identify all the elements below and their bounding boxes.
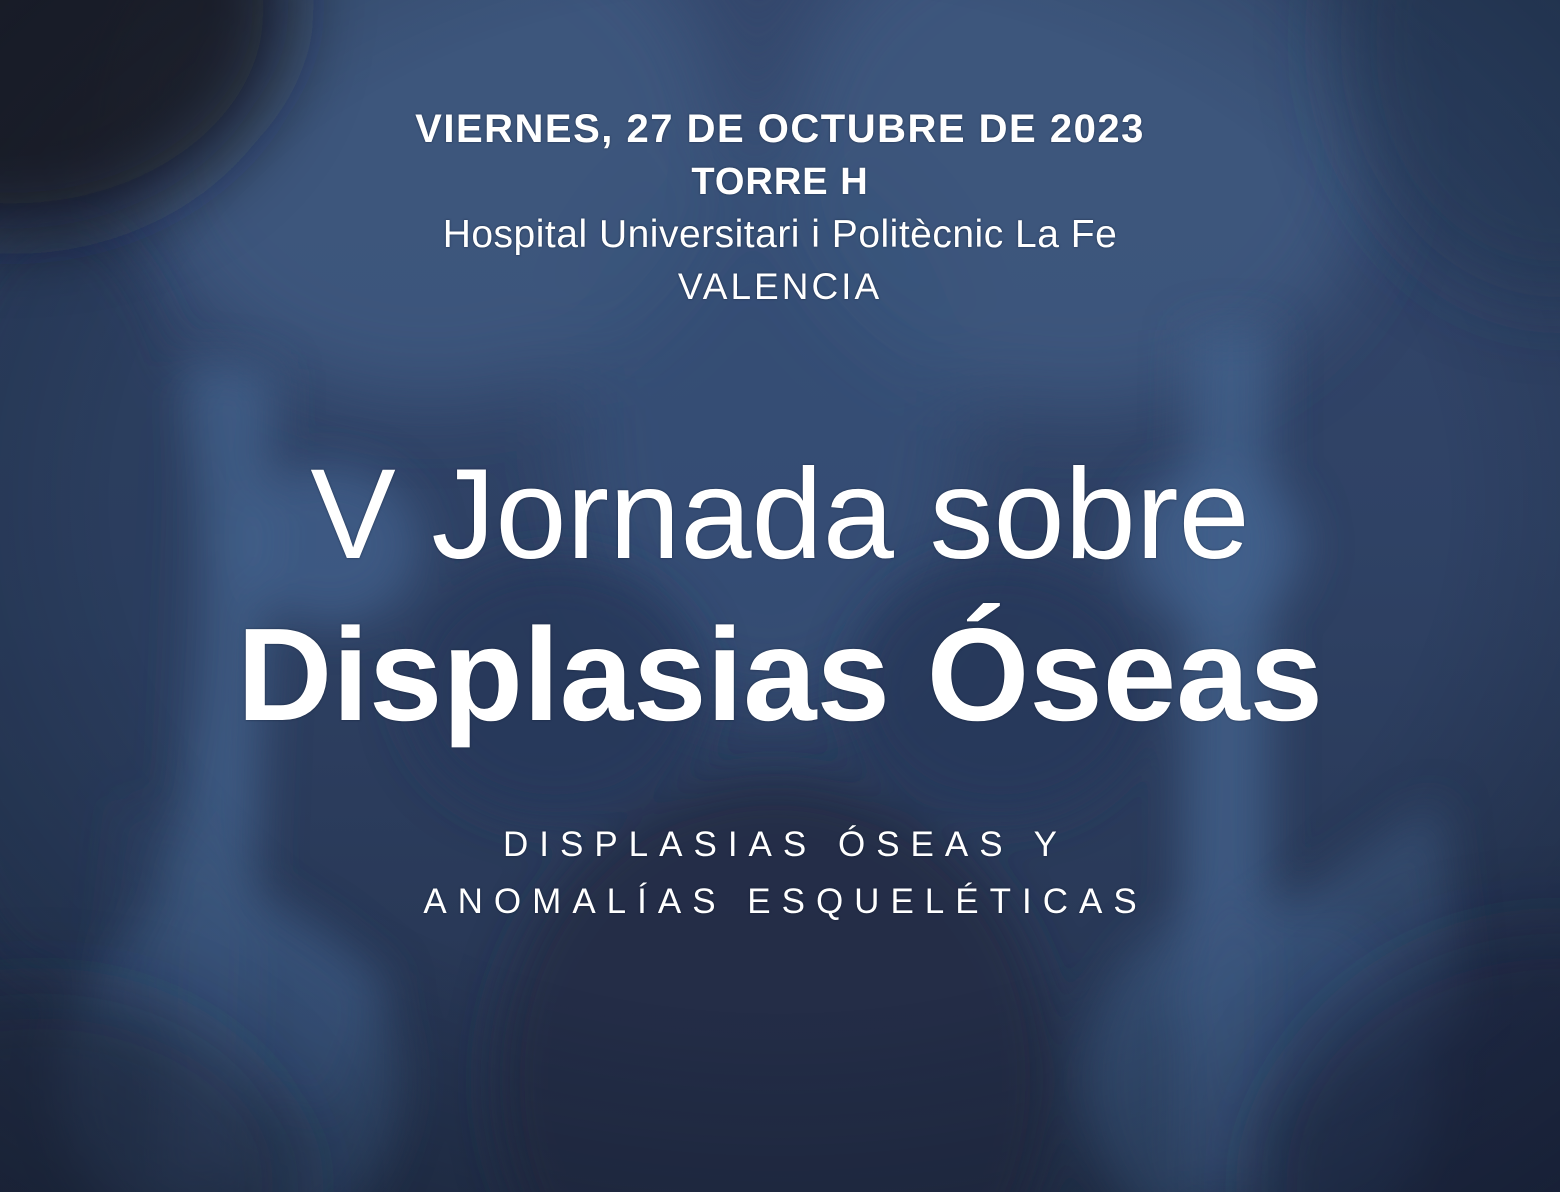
event-date: VIERNES, 27 DE OCTUBRE DE 2023	[415, 107, 1145, 151]
event-title-line2: Displasias Óseas	[236, 601, 1324, 748]
event-city: VALENCIA	[677, 266, 883, 307]
event-title	[0, 436, 1560, 756]
event-title-line1: V Jornada sobre	[310, 443, 1250, 586]
event-venue: TORRE H	[691, 161, 869, 203]
event-subtitle	[0, 816, 1560, 930]
event-subtitle-line1: DISPLASIAS ÓSEAS Y	[502, 825, 1069, 864]
event-hospital: Hospital Universitari i Politècnic La Fe	[442, 213, 1118, 256]
event-header	[0, 102, 1560, 312]
event-subtitle-line2: ANOMALÍAS ESQUELÉTICAS	[423, 882, 1148, 921]
